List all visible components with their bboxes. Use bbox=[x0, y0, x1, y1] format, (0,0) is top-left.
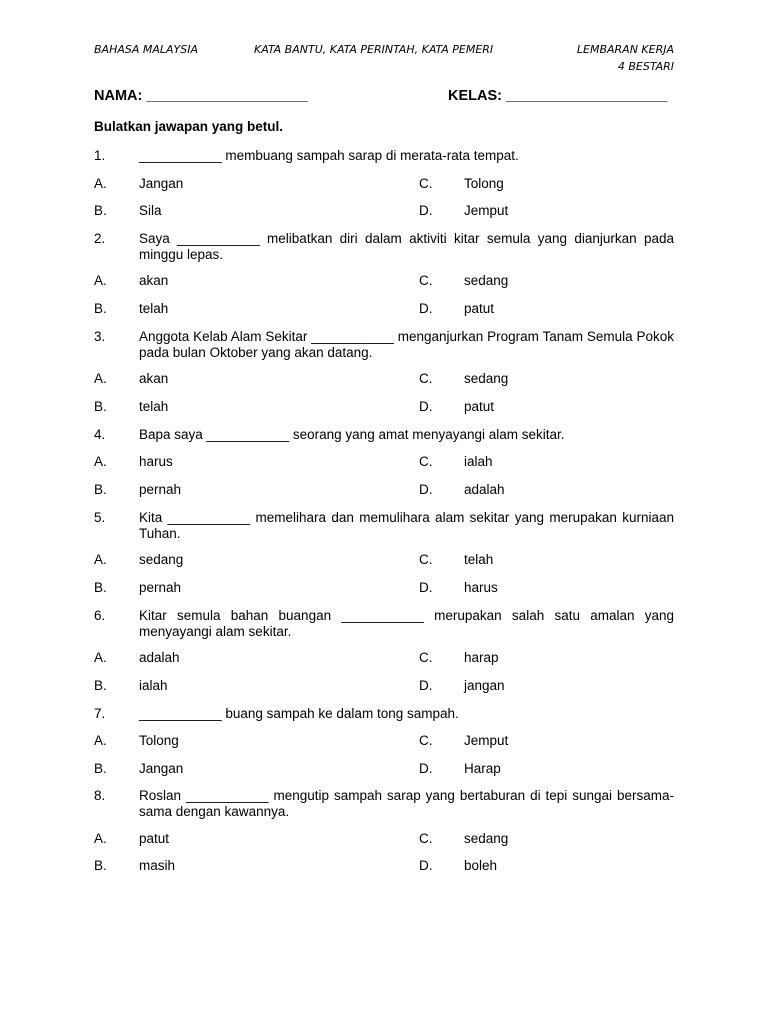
option-letter: C. bbox=[419, 454, 433, 469]
question-text: Saya ___________ melibatkan diri dalam aktiviti kitar semula yang dianjurkan pada minggu lepas. bbox=[139, 231, 674, 262]
option-letter: B. bbox=[94, 678, 107, 693]
nama-field[interactable]: NAMA: ____________________ bbox=[94, 88, 308, 104]
question-number: 4. bbox=[94, 427, 106, 442]
option-a[interactable]: sedang bbox=[139, 552, 184, 567]
option-b[interactable]: ialah bbox=[139, 678, 168, 693]
header-topic: KATA BANTU, KATA PERINTAH, KATA PEMERI bbox=[254, 43, 494, 56]
option-letter: D. bbox=[419, 678, 433, 693]
option-a[interactable]: Jangan bbox=[139, 176, 184, 191]
option-letter: A. bbox=[94, 176, 107, 191]
options-row-2 bbox=[94, 678, 674, 694]
option-letter: B. bbox=[94, 301, 107, 316]
question-text: ___________ membuang sampah sarap di merata-rata tempat. bbox=[139, 148, 519, 163]
option-letter: D. bbox=[419, 858, 433, 873]
option-letter: D. bbox=[419, 580, 433, 595]
option-letter: B. bbox=[94, 399, 107, 414]
option-letter: B. bbox=[94, 203, 107, 218]
option-a[interactable]: adalah bbox=[139, 650, 180, 665]
option-b[interactable]: telah bbox=[139, 301, 169, 316]
option-b[interactable]: telah bbox=[139, 399, 169, 414]
options-row-2 bbox=[94, 761, 674, 777]
option-letter: A. bbox=[94, 650, 107, 665]
options-row-1 bbox=[94, 371, 674, 387]
question-text: ___________ buang sampah ke dalam tong sampah. bbox=[139, 706, 459, 721]
option-letter: A. bbox=[94, 371, 107, 386]
option-d[interactable]: jangan bbox=[464, 678, 505, 693]
options-row-1 bbox=[94, 733, 674, 749]
options-row-2 bbox=[94, 203, 674, 219]
options-row-2 bbox=[94, 580, 674, 596]
option-letter: C. bbox=[419, 176, 433, 191]
option-c[interactable]: telah bbox=[464, 552, 494, 567]
option-a[interactable]: akan bbox=[139, 371, 169, 386]
question-text: Kita ___________ memelihara dan memulihara alam sekitar yang merupakan kurniaan Tuhan. bbox=[139, 510, 674, 541]
header-worksheet: LEMBARAN KERJA bbox=[576, 43, 674, 56]
options-row-1 bbox=[94, 176, 674, 192]
options-row-1 bbox=[94, 831, 674, 847]
option-letter: D. bbox=[419, 399, 433, 414]
option-letter: C. bbox=[419, 650, 433, 665]
options-row-2 bbox=[94, 482, 674, 498]
option-b[interactable]: Sila bbox=[139, 203, 162, 218]
instruction: Bulatkan jawapan yang betul. bbox=[94, 119, 284, 134]
option-a[interactable]: Tolong bbox=[139, 733, 179, 748]
question-number: 7. bbox=[94, 706, 106, 721]
option-d[interactable]: harus bbox=[464, 580, 498, 595]
option-d[interactable]: adalah bbox=[464, 482, 505, 497]
option-d[interactable]: patut bbox=[464, 399, 495, 414]
options-row-1 bbox=[94, 273, 674, 289]
option-letter: A. bbox=[94, 454, 107, 469]
option-d[interactable]: Harap bbox=[464, 761, 501, 776]
option-letter: A. bbox=[94, 273, 107, 288]
question-text: Bapa saya ___________ seorang yang amat menyayangi alam sekitar. bbox=[139, 427, 565, 442]
option-c[interactable]: sedang bbox=[464, 831, 509, 846]
option-c[interactable]: ialah bbox=[464, 454, 493, 469]
options-row-1 bbox=[94, 552, 674, 568]
option-c[interactable]: sedang bbox=[464, 273, 509, 288]
option-letter: C. bbox=[419, 733, 433, 748]
question-number: 8. bbox=[94, 788, 106, 803]
option-letter: C. bbox=[419, 552, 433, 567]
header-subject: BAHASA MALAYSIA bbox=[94, 43, 199, 56]
question-number: 5. bbox=[94, 510, 106, 525]
kelas-field[interactable]: KELAS: ____________________ bbox=[448, 88, 668, 104]
option-a[interactable]: akan bbox=[139, 273, 169, 288]
option-letter: B. bbox=[94, 580, 107, 595]
option-letter: A. bbox=[94, 733, 107, 748]
options-row-2 bbox=[94, 301, 674, 317]
question-number: 2. bbox=[94, 231, 106, 246]
header-class-name: 4 BESTARI bbox=[617, 60, 674, 73]
option-a[interactable]: patut bbox=[139, 831, 170, 846]
question-text: Kitar semula bahan buangan ___________ merupakan salah satu amalan yang menyayangi alam sekitar. bbox=[139, 608, 674, 639]
option-letter: B. bbox=[94, 482, 107, 497]
option-b[interactable]: pernah bbox=[139, 482, 182, 497]
options-row-2 bbox=[94, 399, 674, 415]
option-b[interactable]: pernah bbox=[139, 580, 182, 595]
option-d[interactable]: boleh bbox=[464, 858, 498, 873]
option-letter: C. bbox=[419, 371, 433, 386]
option-d[interactable]: patut bbox=[464, 301, 495, 316]
option-letter: D. bbox=[419, 301, 433, 316]
option-letter: C. bbox=[419, 273, 433, 288]
option-a[interactable]: harus bbox=[139, 454, 173, 469]
option-c[interactable]: sedang bbox=[464, 371, 509, 386]
option-letter: D. bbox=[419, 761, 433, 776]
question-number: 3. bbox=[94, 329, 106, 344]
question-number: 1. bbox=[94, 148, 106, 163]
option-b[interactable]: masih bbox=[139, 858, 176, 873]
option-letter: D. bbox=[419, 203, 433, 218]
question-text: Roslan ___________ mengutip sampah sarap yang bertaburan di tepi sungai bersama-sama dengan kawannya. bbox=[139, 788, 674, 819]
option-c[interactable]: Jemput bbox=[464, 733, 509, 748]
question-number: 6. bbox=[94, 608, 106, 623]
option-c[interactable]: harap bbox=[464, 650, 499, 665]
option-letter: A. bbox=[94, 831, 107, 846]
option-c[interactable]: Tolong bbox=[464, 176, 504, 191]
option-letter: D. bbox=[419, 482, 433, 497]
options-row-1 bbox=[94, 650, 674, 666]
option-b[interactable]: Jangan bbox=[139, 761, 184, 776]
options-row-2 bbox=[94, 858, 674, 874]
option-d[interactable]: Jemput bbox=[464, 203, 509, 218]
options-row-1 bbox=[94, 454, 674, 470]
question-text: Anggota Kelab Alam Sekitar ___________ menganjurkan Program Tanam Semula Pokok pada bulan Oktober yang akan datang. bbox=[139, 329, 674, 360]
option-letter: A. bbox=[94, 552, 107, 567]
option-letter: B. bbox=[94, 761, 107, 776]
option-letter: B. bbox=[94, 858, 107, 873]
option-letter: C. bbox=[419, 831, 433, 846]
